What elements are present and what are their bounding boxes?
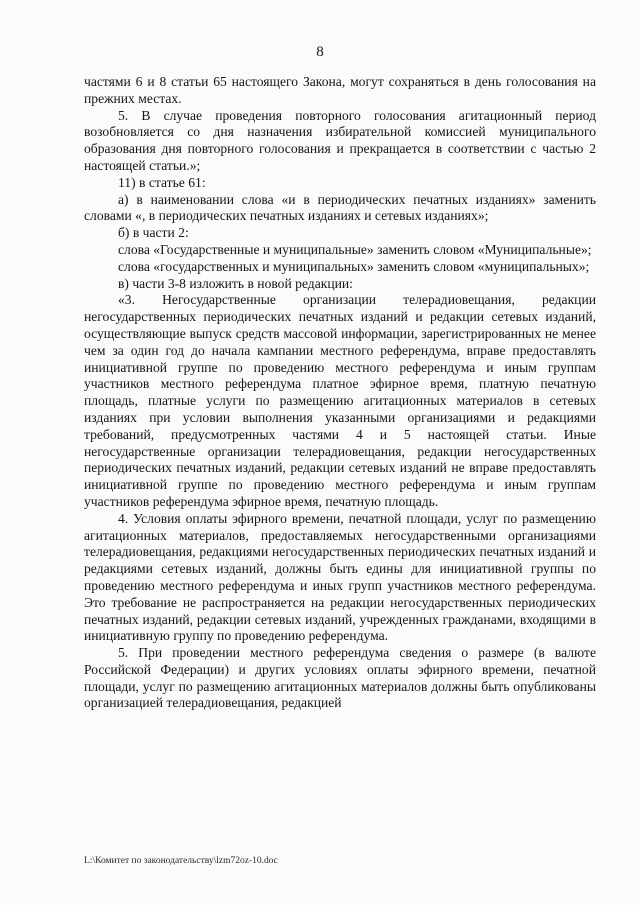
paragraph: 4. Условия оплаты эфирного времени, печатной площади, услуг по размещению агитационных материалов, предоставляемых негосударственными организациями телерадиовещания, редакциями негосударственных периодических печатных изданий и редакциями сетевых изданий, должны быть едины для инициативной группы по проведению местного референдума и иных групп участников местного референдума. Это требование не распространяется на редакции негосударственных периодических печатных изданий, редакции сетевых изданий, учрежденных гражданами, входящими в инициативную группу по проведению референдума. — [84, 510, 596, 644]
paragraph: 5. В случае проведения повторного голосования агитационный период возобновляется со дня назначения избирательной комиссией муниципального образования дня повторного голосования и прекращается в соответствии с частью 2 настоящей статьи.»; — [84, 107, 596, 173]
paragraph: б) в части 2: — [118, 225, 189, 241]
paragraph: а) в наименовании слова «и в периодических печатных изданиях» заменить словами «, в периодических печатных изданиях и сетевых изданиях»; — [84, 191, 596, 224]
document-body — [84, 74, 596, 712]
page-number: 8 — [316, 44, 324, 60]
footer-file-path: L:\Комитет по законодательству\lzm72oz-10.doc — [84, 856, 278, 866]
paragraph: слова «Государственные и муниципальные» заменить словом «Муниципальные»; — [118, 241, 592, 257]
paragraph: 5. При проведении местного референдума сведения о размере (в валюте Российской Федерации) и других условиях оплаты эфирного времени, печатной площади, услуг по размещению агитационных материалов должны быть опубликованы организацией телерадиовещания, редакцией — [84, 645, 596, 711]
paragraph: частями 6 и 8 статьи 65 настоящего Закона, могут сохраняться в день голосования на прежних местах. — [84, 74, 596, 106]
paragraph: слова «государственных и муниципальных» заменить словом «муниципальных»; — [118, 258, 590, 274]
paragraph: «3. Негосударственные организации телерадиовещания, редакции негосударственных периодических печатных изданий и редакции сетевых изданий, осуществляющие выпуск средств массовой информации, зарегистрированных не менее чем за один год до начала кампании местного референдума, вправе предоставлять инициативной группе по проведению местного референдума и иным группам участников местного референдума платное эфирное время, платную печатную площадь, платные услуги по размещению агитационных материалов в сетевых изданиях при условии выполнения указанными организациями и редакциями требований, предусмотренных частями 4 и 5 настоящей статьи. Иные негосударственные организации телерадиовещания, редакции негосударственных периодических печатных изданий, редакции сетевых изданий не вправе предоставлять инициативной группе по проведению местного референдума и иным группам участников референдума эфирное время, печатную площадь. — [84, 292, 596, 509]
paragraph: 11) в статье 61: — [118, 174, 206, 190]
paragraph: в) части 3-8 изложить в новой редакции: — [118, 275, 353, 291]
